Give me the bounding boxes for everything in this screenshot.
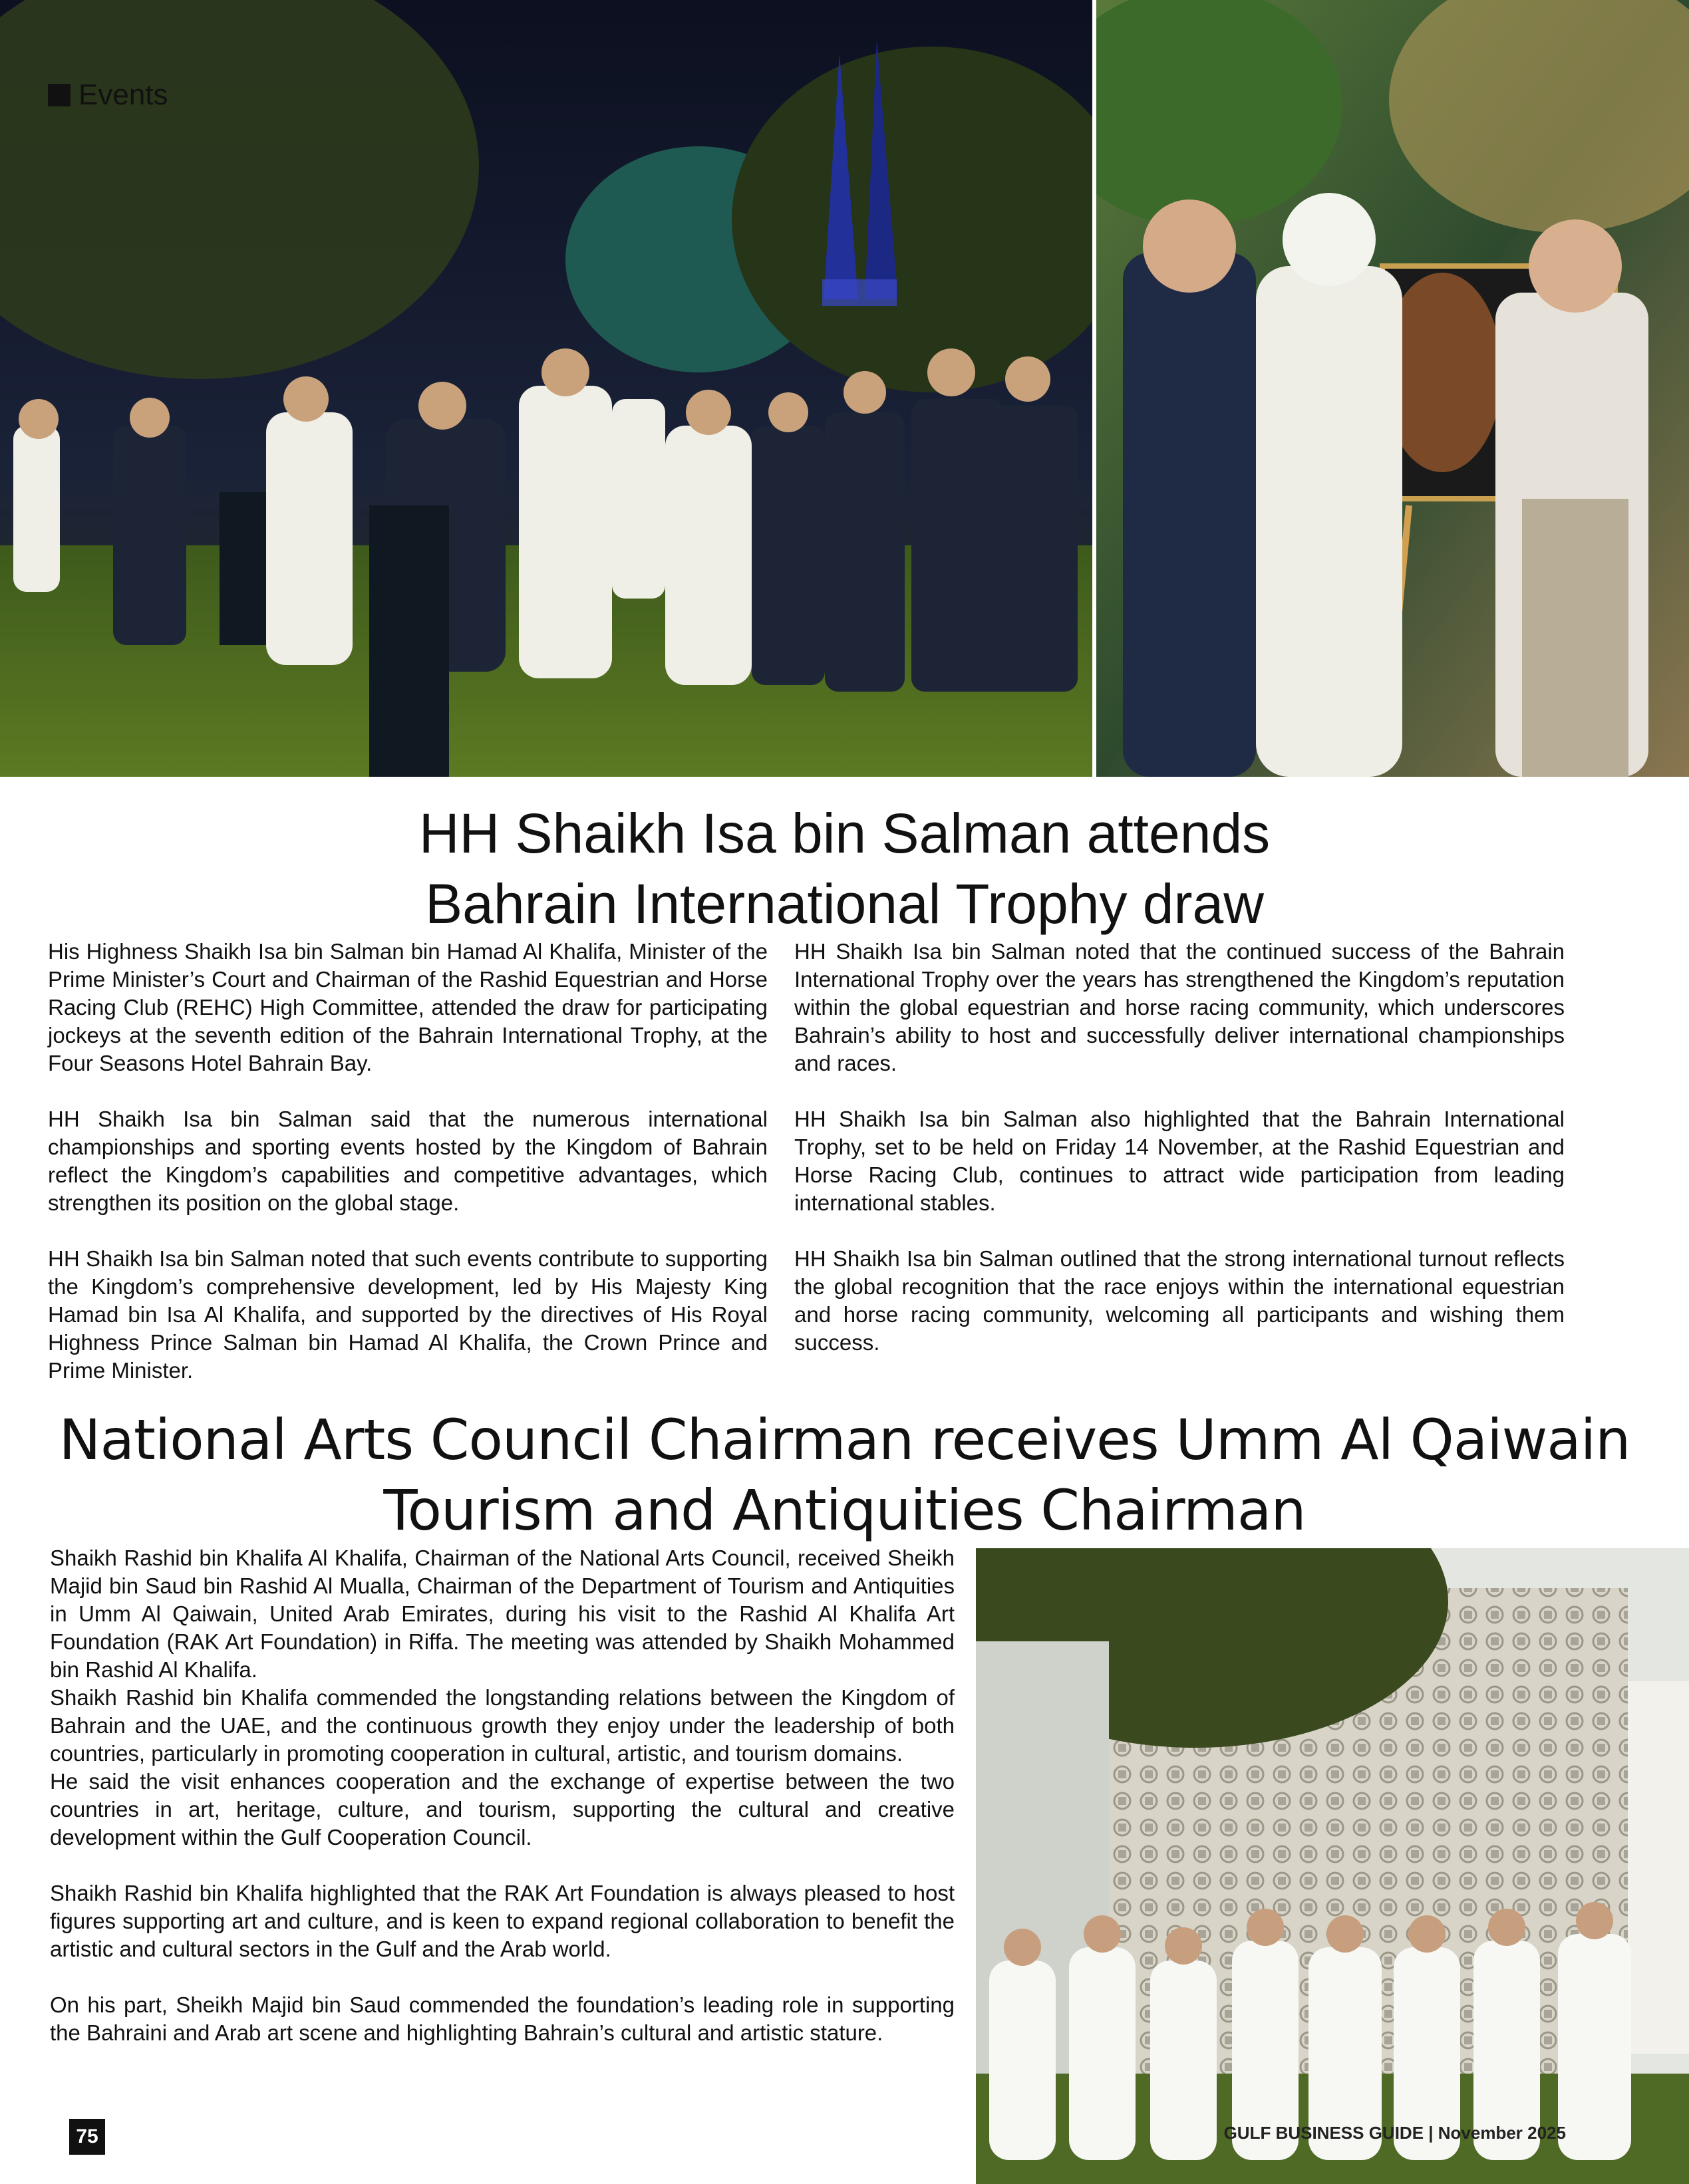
page-number: 75 — [69, 2119, 105, 2155]
article2-paragraph: Shaikh Rashid bin Khalifa highlighted that the RAK Art Foundation is always pleased to host figures supporting art and culture, and is keen to expand regional collaboration to benefit the artistic and cultural sectors in the Gulf and the Arab world. — [50, 1881, 955, 1961]
article1-headline-line2: Bahrain International Trophy draw — [425, 873, 1264, 935]
event-photo-group — [0, 0, 1092, 777]
article1-headline — [0, 798, 1689, 939]
article1-headline-line1: HH Shaikh Isa bin Salman attends — [418, 802, 1271, 865]
article1-paragraph: HH Shaikh Isa bin Salman outlined that the strong international turnout reflects the global recognition that the race enjoys within the international equestrian and horse racing community, welcoming all participants and wishing them success. — [794, 1246, 1565, 1355]
article1-paragraph: HH Shaikh Isa bin Salman noted that the continued success of the Bahrain International Trophy over the years has strengthened the Kingdom’s reputation within the global equestrian and horse racing community, which underscores Bahrain’s ability to host and successfully deliver international championships and races. — [794, 939, 1565, 1075]
article2-paragraph: On his part, Sheikh Majid bin Saud commended the foundation’s leading role in supporting the Bahraini and Arab art scene and highlighting Bahrain’s cultural and artistic stature. — [50, 1992, 955, 2045]
event-photo-painting — [1096, 0, 1689, 777]
article1-paragraph: HH Shaikh Isa bin Salman noted that such events contribute to supporting the Kingdom’s comprehensive development, led by His Majesty King Hamad bin Isa Al Khalifa, and supported by the directives of His Royal Highness Prince Salman bin Hamad Al Khalifa, the Crown Prince and Prime Minister. — [48, 1246, 768, 1383]
arts-council-group-photo — [976, 1548, 1689, 2184]
article1-paragraph: HH Shaikh Isa bin Salman also highlighted that the Bahrain International Trophy, set to be held on Friday 14 November, at the Rashid Equestrian and Horse Racing Club, continues to attract wide participation from leading international stables. — [794, 1107, 1565, 1215]
section-label: Events — [78, 78, 168, 111]
article1-left-column — [48, 938, 768, 1385]
article2-paragraph: Shaikh Rashid bin Khalifa commended the longstanding relations between the Kingdom of Bahrain and the UAE, and the continuous growth they enjoy under the leadership of both countries, particularly in promoting cooperation in cultural, artistic, and tourism domains. — [50, 1685, 955, 1766]
publication-footer: GULF BUSINESS GUIDE | November 2025 — [1223, 2123, 1566, 2143]
article2-column — [50, 1544, 955, 2047]
article2-headline-line1: National Arts Council Chairman receives Umm Al Qaiwain — [59, 1407, 1630, 1472]
article1-right-column — [794, 938, 1565, 1357]
section-square-icon — [48, 84, 71, 106]
article2-paragraph: Shaikh Rashid bin Khalifa Al Khalifa, Chairman of the National Arts Council, received Sheikh Majid bin Saud bin Rashid Al Mualla, Chairman of the Department of Tourism and Antiquities in Umm Al Qaiwain, United Arab Emirates, during his visit to the Rashid Al Khalifa Art Foundation (RAK Art Foundation) in Riffa. The meeting was attended by Shaikh Mohammed bin Rashid Al Khalifa. — [50, 1546, 955, 1682]
article2-headline — [0, 1405, 1689, 1546]
article1-paragraph: His Highness Shaikh Isa bin Salman bin Hamad Al Khalifa, Minister of the Prime Minister’s Court and Chairman of the Rashid Equestrian and Horse Racing Club (REHC) High Committee, attended the draw for participating jockeys at the seventh edition of the Bahrain International Trophy, at the Four Seasons Hotel Bahrain Bay. — [48, 939, 768, 1075]
article2-paragraph: He said the visit enhances cooperation and the exchange of expertise between the two countries in art, heritage, culture, and tourism, supporting the cultural and creative development within the Gulf Cooperation Council. — [50, 1769, 955, 1849]
section-tag — [48, 78, 168, 112]
article2-headline-line2: Tourism and Antiquities Chairman — [383, 1478, 1306, 1543]
article1-paragraph: HH Shaikh Isa bin Salman said that the numerous international championships and sporting events hosted by the Kingdom of Bahrain reflect the Kingdom’s capabilities and competitive advantages, which strengthen its position on the global stage. — [48, 1107, 768, 1215]
